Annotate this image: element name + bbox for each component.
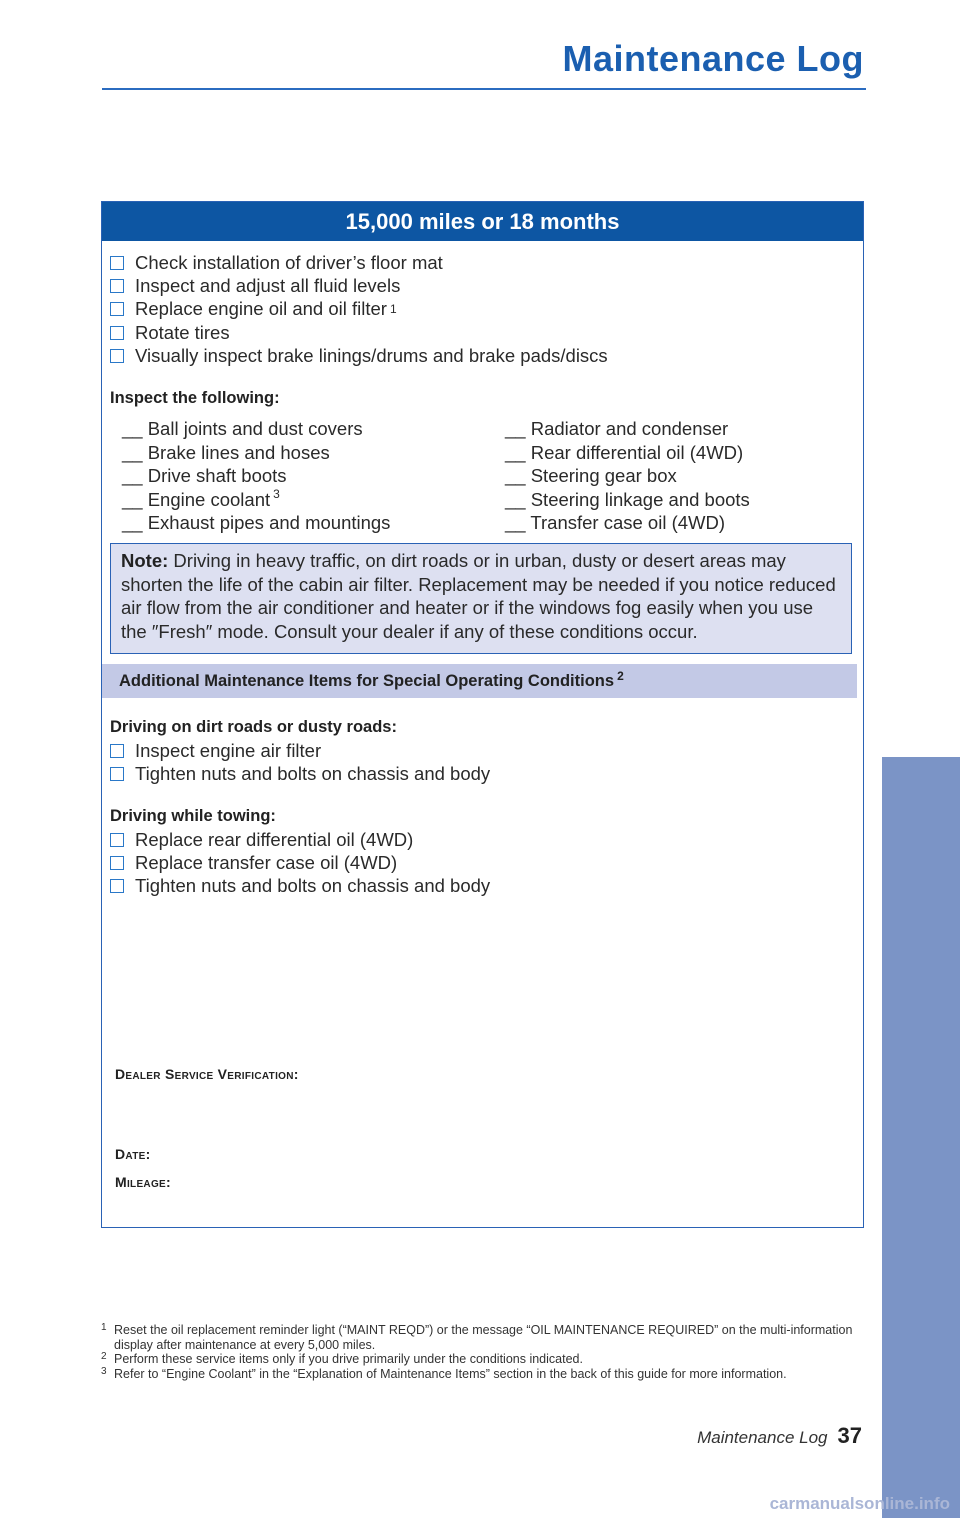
title-divider (102, 88, 866, 90)
maintenance-panel (101, 201, 864, 1228)
inspect-item: __ Engine coolant $^3$ (122, 487, 280, 510)
mileage-label: Mileage: (115, 1174, 171, 1190)
inspect-item: __ Drive shaft boots (122, 465, 287, 486)
checkbox[interactable] (110, 879, 124, 893)
note-box (110, 543, 852, 654)
checklist-item[interactable]: Rotate tires (110, 321, 608, 344)
inspect-item: __ Rear differential oil (4WD) (505, 441, 744, 463)
checklist-item[interactable]: Replace engine oil and oil filter 1 (110, 298, 608, 321)
checkbox[interactable] (110, 279, 124, 293)
footnote-ref: 3 (273, 487, 280, 502)
checkbox[interactable] (110, 833, 124, 847)
towing-heading: Driving while towing: (110, 807, 276, 825)
page-footer (697, 1423, 862, 1449)
footnote: 2 Perform these service items only if you drive primarily under the conditions indicated. (101, 1351, 583, 1366)
date-label: Date: (115, 1146, 151, 1162)
footnote: 3 Refer to “Engine Coolant” in the “Explanation of Maintenance Items” section in the back of this guide for more information. (101, 1365, 787, 1381)
towing-checklist (110, 828, 490, 898)
checkbox[interactable] (110, 767, 124, 781)
inspect-item: __ Transfer case oil (4WD) (505, 512, 726, 533)
checkbox[interactable] (110, 326, 124, 340)
checkbox[interactable] (110, 744, 124, 758)
footnote: 1 Reset the oil replacement reminder light (“MAINT REQD”) or the message “OIL MAINTENANCE REQUIRED” on the multi-information display after maintenance at every 5,000 miles. (101, 1322, 853, 1352)
checkbox[interactable] (110, 256, 124, 270)
inspect-list-right (505, 417, 750, 535)
note-label: Note: (121, 550, 169, 571)
page-title: Maintenance Log (562, 38, 864, 79)
page-number: 37 (837, 1423, 862, 1448)
inspect-item: __ Radiator and condenser (505, 418, 729, 439)
side-tab-label: MAINTENANCE (23, 1024, 54, 1250)
footnote-ref: 2 (617, 668, 624, 683)
checklist-item[interactable]: Tighten nuts and bolts on chassis and body (110, 762, 490, 785)
checklist-item[interactable]: Tighten nuts and bolts on chassis and body (110, 875, 490, 898)
checklist-item[interactable]: Check installation of driver’s floor mat (110, 251, 608, 274)
additional-items-bar (102, 664, 857, 698)
inspect-item: __ Brake lines and hoses (122, 441, 330, 463)
inspect-list-left (122, 417, 390, 535)
checkbox[interactable] (110, 349, 124, 363)
dirt-roads-heading: Driving on dirt roads or dusty roads: (110, 718, 397, 736)
footnotes (101, 1323, 861, 1381)
checklist-item[interactable]: Inspect and adjust all fluid levels (110, 274, 608, 297)
main-checklist (110, 251, 608, 368)
watermark: carmanualsonline.info (769, 1494, 950, 1513)
checklist-item[interactable]: Replace transfer case oil (4WD) (110, 851, 490, 874)
inspect-item: __ Ball joints and dust covers (122, 418, 363, 439)
note-text: Driving in heavy traffic, on dirt roads or in urban, dusty or desert areas may shorten the life of the cabin air filter. Replacement may be needed if you notice reduced air flow from the air conditioner and heater or if the windows fog easily when you use the ″Fresh″ mode. Consult your dealer if any of these conditions occur. (121, 550, 836, 642)
checkbox[interactable] (110, 302, 124, 316)
checklist-item[interactable]: Replace rear differential oil (4WD) (110, 828, 490, 851)
additional-heading: Additional Maintenance Items for Special Operating Conditions (119, 672, 615, 690)
inspect-item: __ Steering linkage and boots (505, 488, 750, 510)
dealer-verification-label: Dealer Service Verification: (115, 1066, 299, 1082)
footer-section-label: Maintenance Log (697, 1428, 828, 1447)
inspect-item: __ Exhaust pipes and mountings (122, 512, 391, 533)
inspect-item: __ Steering gear box (505, 465, 677, 486)
checklist-item[interactable]: Inspect engine air filter (110, 739, 490, 762)
dirt-roads-checklist (110, 739, 490, 786)
checkbox[interactable] (110, 856, 124, 870)
inspect-heading: Inspect the following: (110, 389, 280, 407)
section-side-tab (882, 757, 960, 1518)
checklist-item[interactable]: Visually inspect brake linings/drums and brake pads/discs (110, 345, 608, 368)
interval-header: 15,000 miles or 18 months (102, 202, 863, 241)
